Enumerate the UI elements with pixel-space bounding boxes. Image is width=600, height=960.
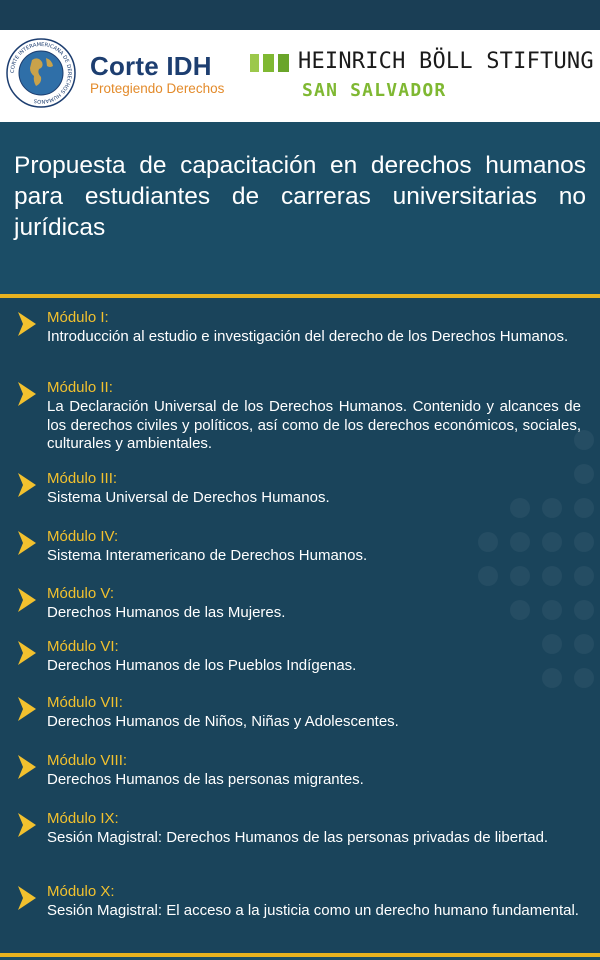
- chevron-right-icon: [16, 381, 38, 407]
- module-label: Módulo VII:: [47, 694, 123, 711]
- module-description: Derechos Humanos de las Mujeres.: [47, 604, 286, 621]
- chevron-right-icon: [16, 885, 38, 911]
- module-label: Módulo X:: [47, 883, 115, 900]
- chevron-right-icon: [16, 311, 38, 337]
- header-logos: [0, 30, 600, 122]
- module-description: Sistema Universal de Derechos Humanos.: [47, 489, 330, 506]
- module-description: Derechos Humanos de los Pueblos Indígenas.: [47, 657, 357, 674]
- corte-idh-name: Corte IDH: [90, 51, 212, 81]
- hbs-name: HEINRICH BÖLL STIFTUNG: [298, 49, 594, 74]
- hbs-green-bars-icon: [250, 54, 290, 72]
- module-description: Sesión Magistral: Derechos Humanos de las personas privadas de libertad.: [47, 829, 549, 846]
- module-label: Módulo IX:: [47, 810, 119, 827]
- hbs-city: SAN SALVADOR: [302, 80, 447, 101]
- page-title: Propuesta de capacitación en derechos humanos para estudiantes de carreras universitarias no jurídicas: [14, 152, 586, 241]
- module-label: Módulo III:: [47, 470, 118, 487]
- module-description: Sesión Magistral: El acceso a la justicia como un derecho humano fundamental.: [47, 902, 579, 919]
- gold-divider-bottom: [0, 953, 600, 957]
- module-description: Introducción al estudio e investigación del derecho de los Derechos Humanos.: [47, 328, 569, 345]
- module-description: Sistema Interamericano de Derechos Humanos.: [47, 547, 368, 564]
- chevron-right-icon: [16, 812, 38, 838]
- module-label: Módulo I:: [47, 309, 109, 326]
- chevron-right-icon: [16, 640, 38, 666]
- corte-idh-seal-icon: [6, 38, 76, 108]
- chevron-right-icon: [16, 754, 38, 780]
- corte-idh-tagline: Protegiendo Derechos: [90, 81, 225, 96]
- svg-text:CORTE INTERAMERICANA DE DERECH: CORTE INTERAMERICANA DE DERECHOS HUMANOS: [9, 41, 73, 105]
- corte-idh-logo: [90, 52, 224, 97]
- module-label: Módulo II:: [47, 379, 113, 396]
- module-description: La Declaración Universal de los Derechos Humanos. Contenido y alcances de los derechos civiles y políticos, así como de los derechos económicos, sociales, culturales y ambientales.: [47, 398, 581, 452]
- chevron-right-icon: [16, 696, 38, 722]
- module-label: Módulo IV:: [47, 528, 119, 545]
- chevron-right-icon: [16, 530, 38, 556]
- module-label: Módulo VI:: [47, 638, 119, 655]
- top-strip: [0, 0, 600, 30]
- module-label: Módulo V:: [47, 585, 114, 602]
- modules-panel: [0, 298, 600, 953]
- chevron-right-icon: [16, 472, 38, 498]
- module-description: Derechos Humanos de Niños, Niñas y Adolescentes.: [47, 713, 399, 730]
- module-label: Módulo VIII:: [47, 752, 128, 769]
- chevron-right-icon: [16, 587, 38, 613]
- module-description: Derechos Humanos de las personas migrantes.: [47, 771, 364, 788]
